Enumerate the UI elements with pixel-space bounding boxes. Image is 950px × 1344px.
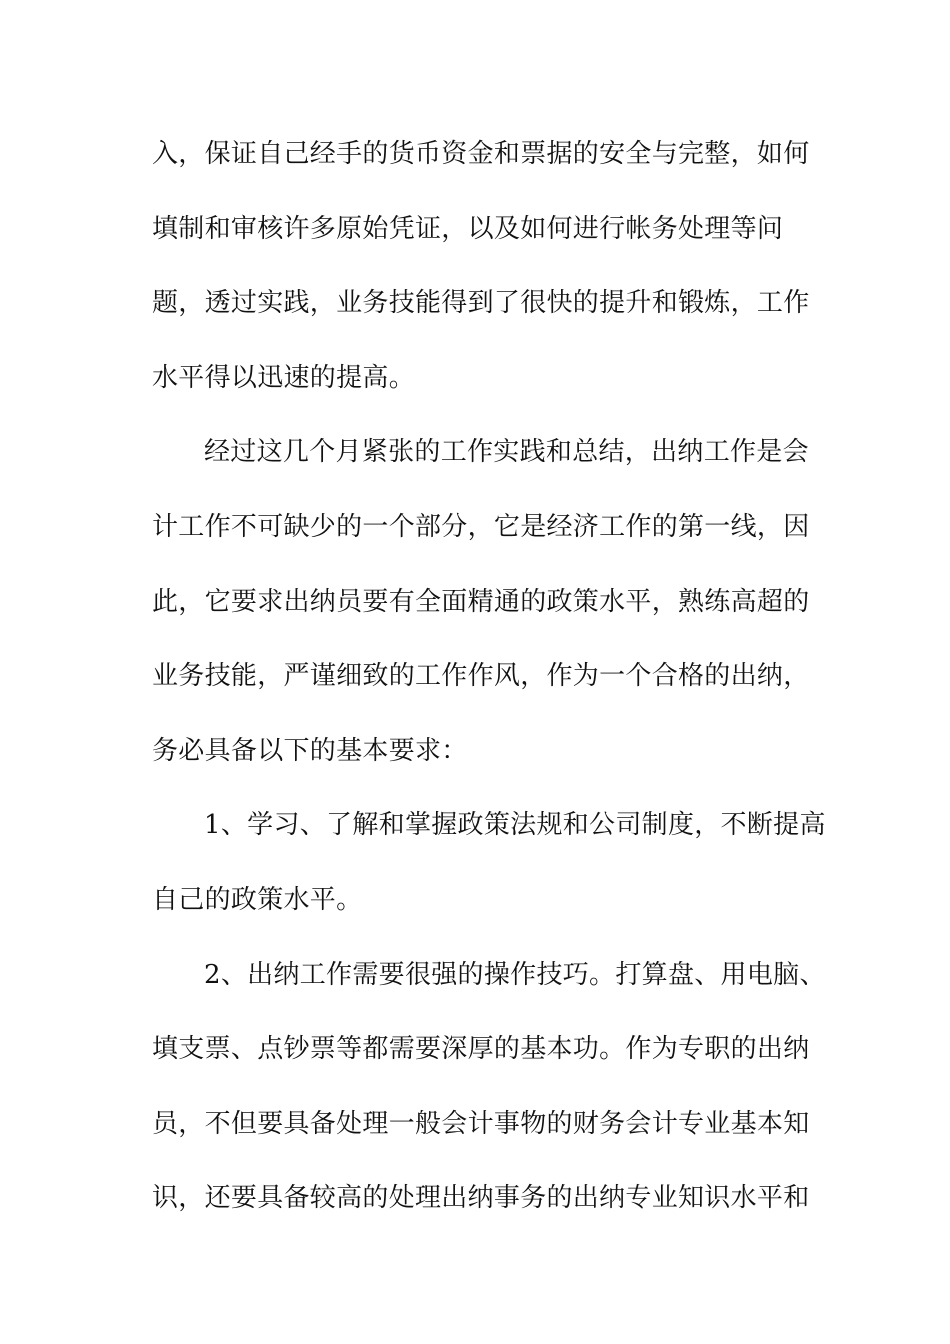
text-line: 务必具备以下的基本要求：	[152, 735, 468, 766]
body-text	[152, 126, 826, 1245]
text-line: 自己的政策水平。	[152, 884, 363, 915]
text-line: 经过这几个月紧张的工作实践和总结，出纳工作是会	[204, 437, 809, 468]
text-line: 填支票、点钞票等都需要深厚的基本功。作为专职的出纳	[152, 1034, 810, 1065]
text-line: 计工作不可缺少的一个部分，它是经济工作的第一线，因	[152, 511, 810, 542]
text-line: 填制和审核许多原始凭证，以及如何进行帐务处理等问	[152, 213, 784, 244]
text-line: 水平得以迅速的提高。	[152, 362, 416, 393]
text-line: 2、出纳工作需要很强的操作技巧。打算盘、用电脑、	[204, 959, 826, 990]
text-line: 题，透过实践，业务技能得到了很快的提升和锻炼，工作	[152, 288, 810, 319]
text-line: 业务技能，严谨细致的工作作风，作为一个合格的出纳，	[152, 661, 810, 692]
text-line: 识，还要具备较高的处理出纳事务的出纳专业知识水平和	[152, 1183, 810, 1214]
text-line: 员，不但要具备处理一般会计事物的财务会计专业基本知	[152, 1108, 810, 1139]
text-line: 1、学习、了解和掌握政策法规和公司制度，不断提高	[204, 810, 826, 841]
text-line: 此，它要求出纳员要有全面精通的政策水平，熟练高超的	[152, 586, 810, 617]
text-line: 入，保证自己经手的货币资金和票据的安全与完整，如何	[152, 139, 810, 169]
